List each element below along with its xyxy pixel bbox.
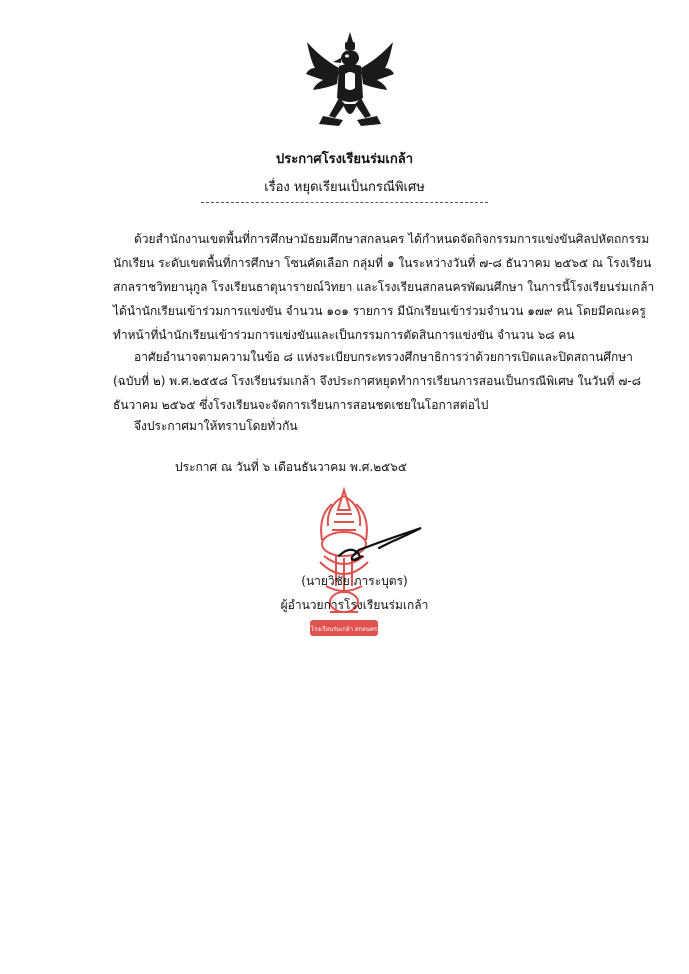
announcement-title: ประกาศโรงเรียนร่มเกล้า	[275, 152, 413, 167]
announce-date: ประกาศ ณ วันที่ ๖ เดือนธันวาคม พ.ศ.๒๕๖๕	[175, 460, 407, 474]
body-paragraph-2	[113, 345, 640, 417]
seal-text: โรงเรียนร่มเกล้า สกลนคร	[310, 626, 378, 633]
announcement-subject: เรื่อง หยุดเรียนเป็นกรณีพิเศษ	[264, 180, 425, 195]
paragraph-line: (ฉบับที่ ๒) พ.ศ.๒๕๕๘ โรงเรียนร่มเกล้า จึงประกาศหยุดทำการเรียนการสอนเป็นกรณีพิเศษ ในวันที่ ๗-๘	[113, 374, 641, 388]
signature-mark	[335, 522, 425, 566]
dashed-divider	[201, 202, 488, 203]
signer-position: ผู้อำนวยการโรงเรียนร่มเกล้า	[280, 598, 429, 612]
paragraph-line: ด้วยสำนักงานเขตพื้นที่การศึกษามัธยมศึกษาสกลนคร ได้กำหนดจัดกิจกรรมการแข่งขันศิลปหัตถกรรม	[134, 232, 650, 246]
body-paragraph-1	[113, 227, 655, 347]
paragraph-line: สกลราชวิทยานุกูล โรงเรียนธาตุนารายณ์วิทยา และโรงเรียนสกลนครพัฒนศึกษา ในการนี้โรงเรียนร่มเกล้า	[113, 280, 655, 294]
paragraph-line: อาศัยอำนาจตามความในข้อ ๘ แห่งระเบียบกระทรวงศึกษาธิการว่าด้วยการเปิดและปิดสถานศึกษา	[134, 350, 633, 364]
announce-line: จึงประกาศมาให้ทราบโดยทั่วกัน	[134, 419, 298, 433]
paragraph-line: นักเรียน ระดับเขตพื้นที่การศึกษา โซนคัดเลือก กลุ่มที่ ๑ ในระหว่างวันที่ ๗-๘ ธันวาคม ๒๕๖๕ ณ โรงเรียน	[113, 256, 652, 270]
paragraph-line: ได้นำนักเรียนเข้าร่วมการแข่งขัน จำนวน ๑๐๑ รายการ มีนักเรียนเข้าร่วมจำนวน ๑๗๙ คน โดยมีคณะครู	[113, 304, 646, 318]
garuda-emblem-icon	[303, 28, 397, 132]
paragraph-line: ทำหน้าที่นำนักเรียนเข้าร่วมการแข่งขันและเป็นกรรมการตัดสินการแข่งขัน จำนวน ๖๘ คน	[113, 328, 575, 342]
paragraph-line: ธันวาคม ๒๕๖๕ ซึ่งโรงเรียนจะจัดการเรียนการสอนชดเชยในโอกาสต่อไป	[113, 398, 489, 412]
signer-name: (นายวิชัย ภาระบุตร)	[301, 574, 408, 588]
